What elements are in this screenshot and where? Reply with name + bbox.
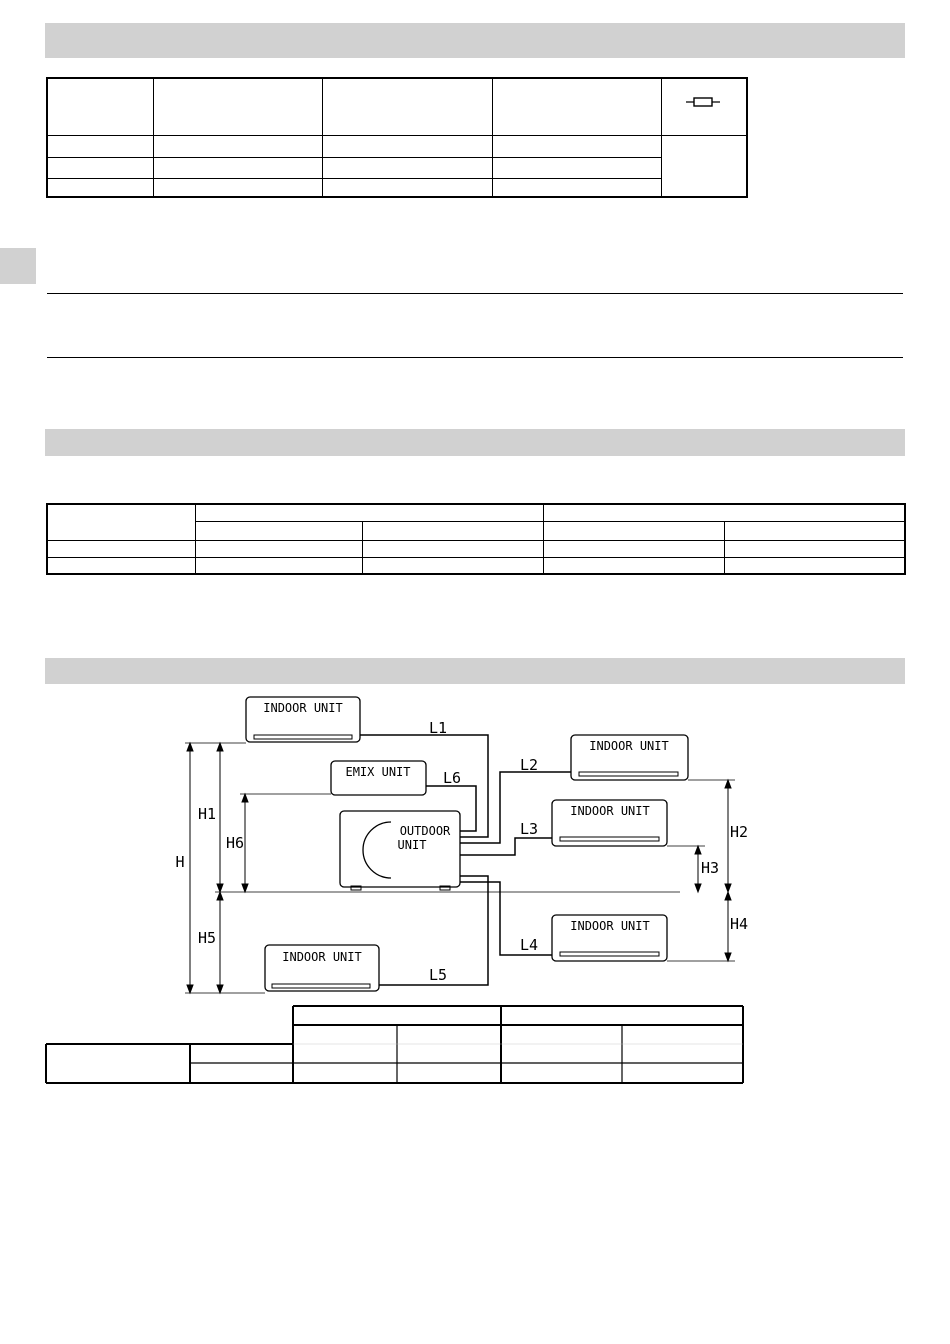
height-label-h6: H6 [225, 834, 245, 852]
outdoor-unit-label-line1: OUTDOOR [399, 824, 451, 838]
height-label-h2: H2 [729, 823, 749, 841]
height-label-h5: H5 [197, 929, 217, 947]
height-label-h4: H4 [729, 915, 749, 933]
indoor-unit-label: INDOOR UNIT [282, 950, 362, 964]
height-label-h1: H1 [197, 805, 217, 823]
length-label-l3: L3 [519, 820, 539, 838]
emix-unit-label: EMIX UNIT [345, 765, 411, 779]
outdoor-unit-label-line2: UNIT [397, 838, 427, 852]
height-label-h: H [175, 853, 185, 871]
length-label-l2: L2 [519, 756, 539, 774]
length-label-l5: L5 [428, 966, 448, 984]
length-label-l6: L6 [442, 769, 462, 787]
height-label-h3: H3 [700, 859, 720, 877]
indoor-unit-label: INDOOR UNIT [589, 739, 669, 753]
length-label-l1: L1 [428, 719, 448, 737]
length-label-l4: L4 [519, 936, 539, 954]
indoor-unit-label: INDOOR UNIT [570, 919, 650, 933]
indoor-unit-label: INDOOR UNIT [263, 701, 343, 715]
indoor-unit-label: INDOOR UNIT [570, 804, 650, 818]
